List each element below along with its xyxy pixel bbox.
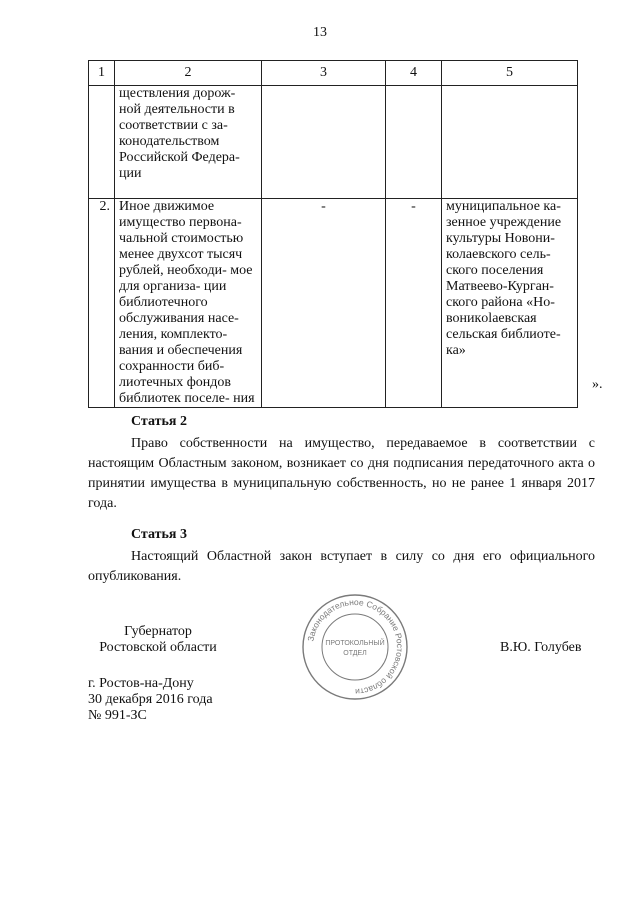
column-3-cell: -: [262, 199, 386, 408]
column-4-cell: -: [386, 199, 442, 408]
closing-quote: ».: [592, 377, 603, 392]
property-description-cell: Иное движимое имущество первона- чальной стоимостью менее двухсот тысяч рублей, необходи- мое для организа- ции библиотечного обслуживания насе- ления, комплекто- вания и обеспечения сохранности биб- лиотечных фондов библиотек поселе- ния: [115, 199, 262, 408]
header-cell-3: 3: [262, 61, 386, 86]
article-3-heading: Статья 3: [131, 527, 187, 542]
table-row: [89, 86, 578, 199]
governor-title-line-2: Ростовской области: [99, 640, 217, 655]
column-3-cell: [262, 86, 386, 199]
page-number: 13: [313, 25, 327, 40]
article-2-text: Право собственности на имущество, передаваемое в соответствии с настоящим Областным законом, возникает со дня подписания передаточного акта о принятии имущества в муниципальную собственность, но не ранее 1 января 2017 года.: [88, 436, 595, 511]
seal-outer-ring: [303, 595, 407, 699]
city: г. Ростов-на-Дону: [88, 676, 194, 691]
recipient-cell: [442, 86, 578, 199]
row-number-cell: 2.: [89, 199, 115, 408]
table-header-row: [89, 61, 578, 86]
column-4-cell: [386, 86, 442, 199]
property-description-cell: ществления дорож- ной деятельности в соответствии с за- конодательством Российской Федера- ции: [115, 86, 262, 199]
row-number-cell: [89, 86, 115, 199]
property-table: [88, 60, 578, 408]
recipient-cell: муниципальное ка- зенное учреждение культуры Новони- колаевского сель- ского поселения Матвеево-Курган- ского района «Но- воникolaевская сельская библиоте- ка»: [442, 199, 578, 408]
seal-center-line-2: ОТДЕЛ: [343, 650, 367, 657]
article-2-heading: Статья 2: [131, 414, 187, 429]
law-number: № 991-ЗС: [88, 708, 147, 723]
seal-inner-ring: [322, 614, 388, 680]
header-cell-2: 2: [115, 61, 262, 86]
seal-ring-text: Законодательное Собрание Ростовской области: [305, 596, 406, 698]
place-date-block: [88, 676, 213, 724]
official-seal-stamp: [300, 592, 410, 702]
header-cell-4: 4: [386, 61, 442, 86]
date: 30 декабря 2016 года: [88, 692, 213, 707]
governor-title: [88, 624, 228, 656]
header-cell-1: 1: [89, 61, 115, 86]
header-cell-5: 5: [442, 61, 578, 86]
article-3-text: Настоящий Областной закон вступает в силу со дня его официального опубликования.: [88, 549, 595, 584]
table-row: [89, 199, 578, 408]
seal-center-line-1: ПРОТОКОЛЬНЫЙ: [325, 640, 385, 647]
governor-name: В.Ю. Голубев: [500, 640, 582, 655]
governor-title-line-1: Губернатор: [124, 624, 192, 639]
